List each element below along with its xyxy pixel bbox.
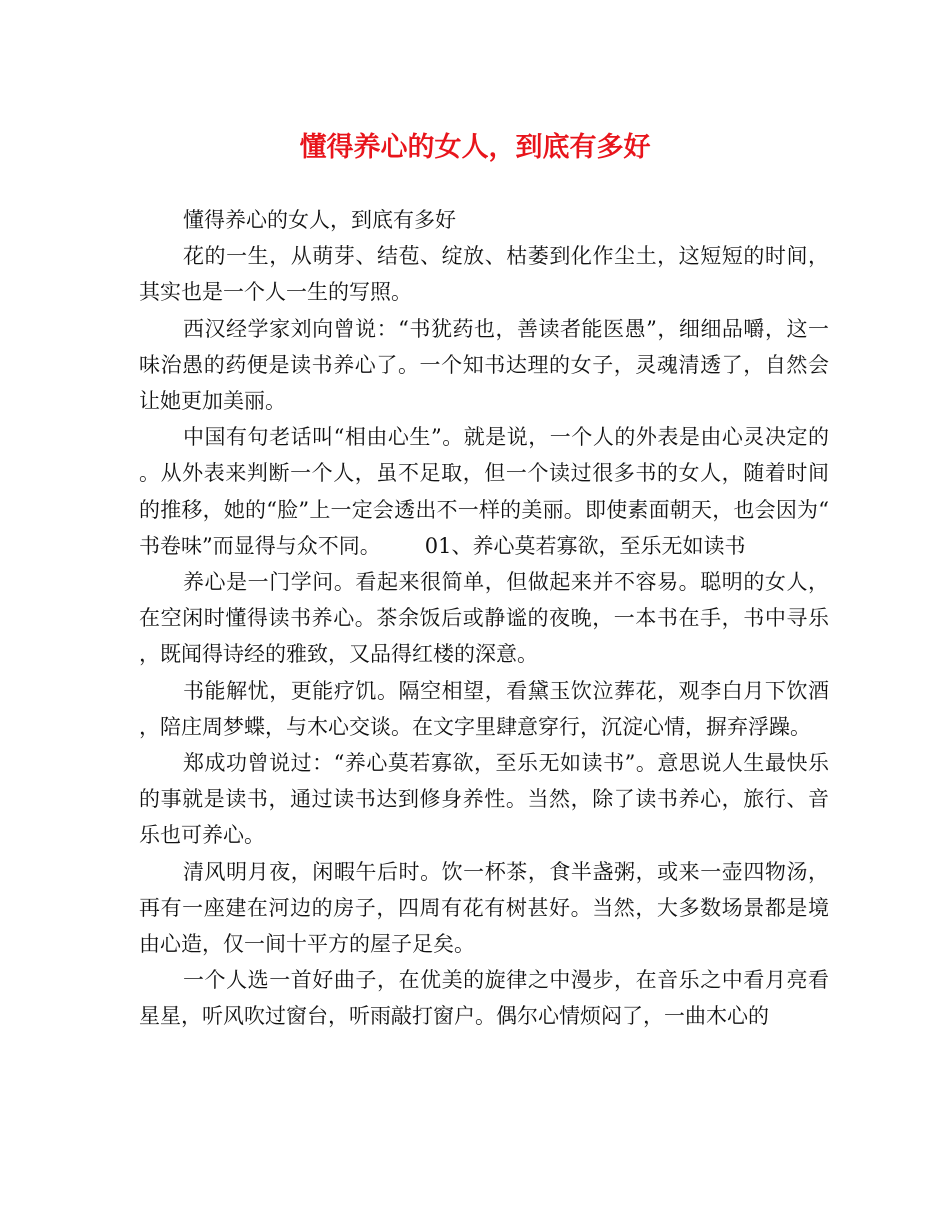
paragraph-face-from-heart-text: 中国有句老话叫“相由心生”。就是说，一个人的外表是由心灵决定的。从外表来判断一个人，虽不足取，但一个读过很多书的女人，随着时间的推移，她的“脸”上一定会透出不一样的美丽。即使素面朝天，也会因为“书卷味”而显得与众不同。 [139, 425, 829, 558]
paragraph-face-from-heart [139, 419, 829, 564]
paragraph-nourish-heart: 养心是一门学问。看起来很简单，但做起来并不容易。聪明的女人，在空闲时懂得读书养心。茶余饭后或静谧的夜晚，一本书在手，书中寻乐，既闻得诗经的雅致，又品得红楼的深意。 [139, 570, 829, 667]
paragraph-music: 一个人选一首好曲子，在优美的旋律之中漫步，在音乐之中看月亮看星星，听风吹过窗台，听雨敲打窗户。偶尔心情烦闷了，一曲木心的 [139, 968, 829, 1029]
paragraph-intro-title: 懂得养心的女人，到底有多好 [183, 208, 456, 232]
paragraph-liu-xiang: 西汉经学家刘向曾说：“书犹药也，善读者能医愚”，细细品嚼，这一味治愚的药便是读书养心了。一个知书达理的女子，灵魂清透了，自然会让她更加美丽。 [139, 316, 829, 414]
paragraph-zheng-chenggong: 郑成功曾说过：“养心莫若寡欲，至乐无如读书”。意思说人生最快乐的事就是读书，通过读书达到修身养性。当然，除了读书养心，旅行、音乐也可养心。 [139, 751, 829, 848]
paragraph-flower-life: 花的一生，从萌芽、结苞、绽放、枯萎到化作尘土，这短短的时间，其实也是一个人一生的写照。 [139, 244, 829, 305]
section-heading: 01、养心莫若寡欲，至乐无如读书 [424, 533, 746, 558]
page-title: 懂得养心的女人，到底有多好 [299, 132, 651, 163]
paragraph-breeze-moon: 清风明月夜，闲暇午后时。饮一杯茶，食半盏粥，或来一壶四物汤，再有一座建在河边的房子，四周有花有树甚好。当然，大多数场景都是境由心造，仅一间十平方的屋子足矣。 [139, 859, 829, 957]
paragraph-books-relieve: 书能解忧，更能疗饥。隔空相望，看黛玉饮泣葬花，观李白月下饮酒，陪庄周梦蝶，与木心交谈。在文字里肆意穿行，沉淀心情，摒弃浮躁。 [139, 678, 829, 739]
article-body [139, 202, 829, 1035]
